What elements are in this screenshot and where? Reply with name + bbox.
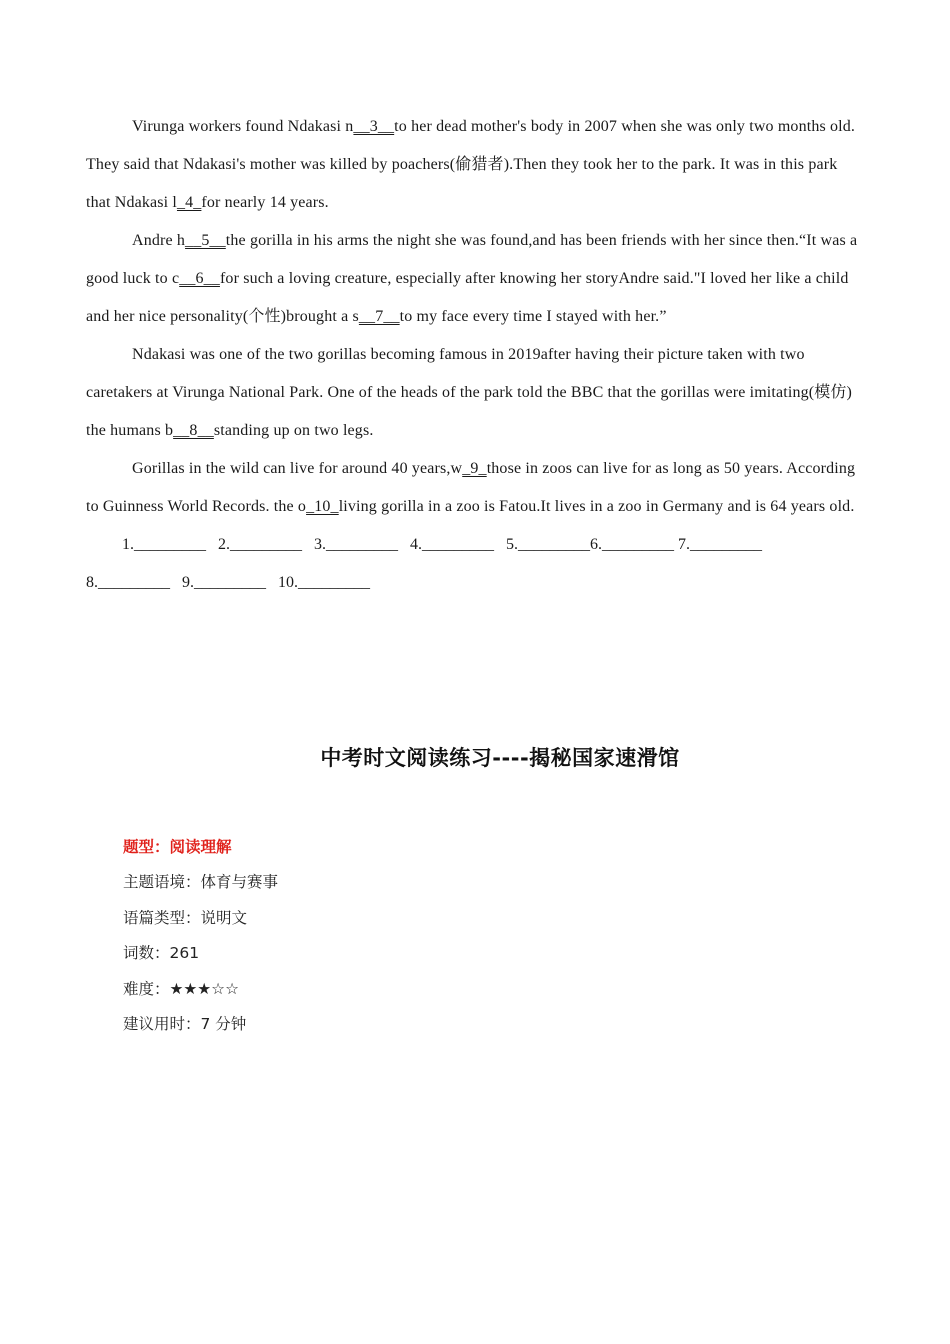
difficulty-rating: 难度：★★★☆☆ <box>123 979 239 998</box>
paragraph-3-text-2: standing up on two legs. <box>213 422 374 439</box>
answer-slot-1[interactable]: 1._________ <box>122 536 206 553</box>
answer-slot-8[interactable]: 8._________ <box>86 574 170 591</box>
paragraph-3-text-1: Ndakasi was one of the two gorillas becoming famous in 2019after having their picture taken with two caretakers at Virunga National Park. One of the heads of the park told the BBC that the gorillas were imitating(模仿) the humans b <box>86 346 852 439</box>
paragraph-4-text-1: Gorillas in the wild can live for around 40 years,w <box>132 460 463 477</box>
section-title: 中考时文阅读练习----揭秘国家速滑馆 <box>320 746 680 770</box>
suggested-time: 建议用时：7 分钟 <box>123 1014 247 1033</box>
blank-9: _9_ <box>462 460 487 477</box>
answer-lines <box>86 526 866 564</box>
answer-slot-6[interactable]: 6._________ <box>590 536 674 553</box>
question-type: 题型：阅读理解 <box>123 838 232 856</box>
blank-7: __7__ <box>358 308 400 325</box>
blank-8: __8__ <box>173 422 214 439</box>
paragraph-4 <box>86 450 866 526</box>
blank-3: __3__ <box>353 118 395 135</box>
answer-slot-7[interactable]: 7._________ <box>678 536 762 553</box>
blank-6: __6__ <box>179 270 220 287</box>
paragraph-2-text-3: for such a loving creature, especially after knowing her storyAndre said."I loved her like a child and her nice personality(个性)brought a s <box>86 270 849 325</box>
text-type: 语篇类型：说明文 <box>123 908 248 927</box>
paragraph-4-text-2: those in zoos can live for as long as 50 years. According to Guinness World Records. the o <box>86 460 856 515</box>
answer-slot-5[interactable]: 5._________ <box>506 536 590 553</box>
answer-lines-2 <box>86 564 866 602</box>
blank-5: __5__ <box>185 232 226 249</box>
blank-10: _10_ <box>306 498 339 515</box>
word-count: 词数：261 <box>123 944 200 963</box>
paragraph-2-text-4: to my face every time I stayed with her.” <box>399 308 667 325</box>
answer-slot-10[interactable]: 10._________ <box>278 574 370 591</box>
paragraph-1-text-1: Virunga workers found Ndakasi n <box>132 118 354 135</box>
paragraph-2-text-1: Andre h <box>132 232 186 249</box>
answer-slot-2[interactable]: 2._________ <box>218 536 302 553</box>
paragraph-3 <box>86 336 866 450</box>
paragraph-4-text-3: living gorilla in a zoo is Fatou.It lives in a zoo in Germany and is 64 years old. <box>338 498 855 515</box>
blank-4: _4_ <box>176 194 202 211</box>
paragraph-1 <box>86 108 866 222</box>
paragraph-1-text-2: to her dead mother's body in 2007 when she was only two months old. They said that Ndakasi's mother was killed by poachers(偷猎者).Then they took her to the park. It was in this park that Ndakasi l <box>86 118 856 211</box>
answer-slot-4[interactable]: 4._________ <box>410 536 494 553</box>
reading-passage <box>86 108 866 602</box>
exercise-info <box>123 830 278 1042</box>
answer-slot-9[interactable]: 9._________ <box>182 574 266 591</box>
paragraph-2 <box>86 222 866 336</box>
paragraph-2-text-2: the gorilla in his arms the night she was found,and has been friends with her since then.“It was a good luck to c <box>86 232 858 287</box>
paragraph-1-text-3: for nearly 14 years. <box>201 194 329 211</box>
theme-context: 主题语境：体育与赛事 <box>123 873 279 892</box>
answer-slot-3[interactable]: 3._________ <box>314 536 398 553</box>
